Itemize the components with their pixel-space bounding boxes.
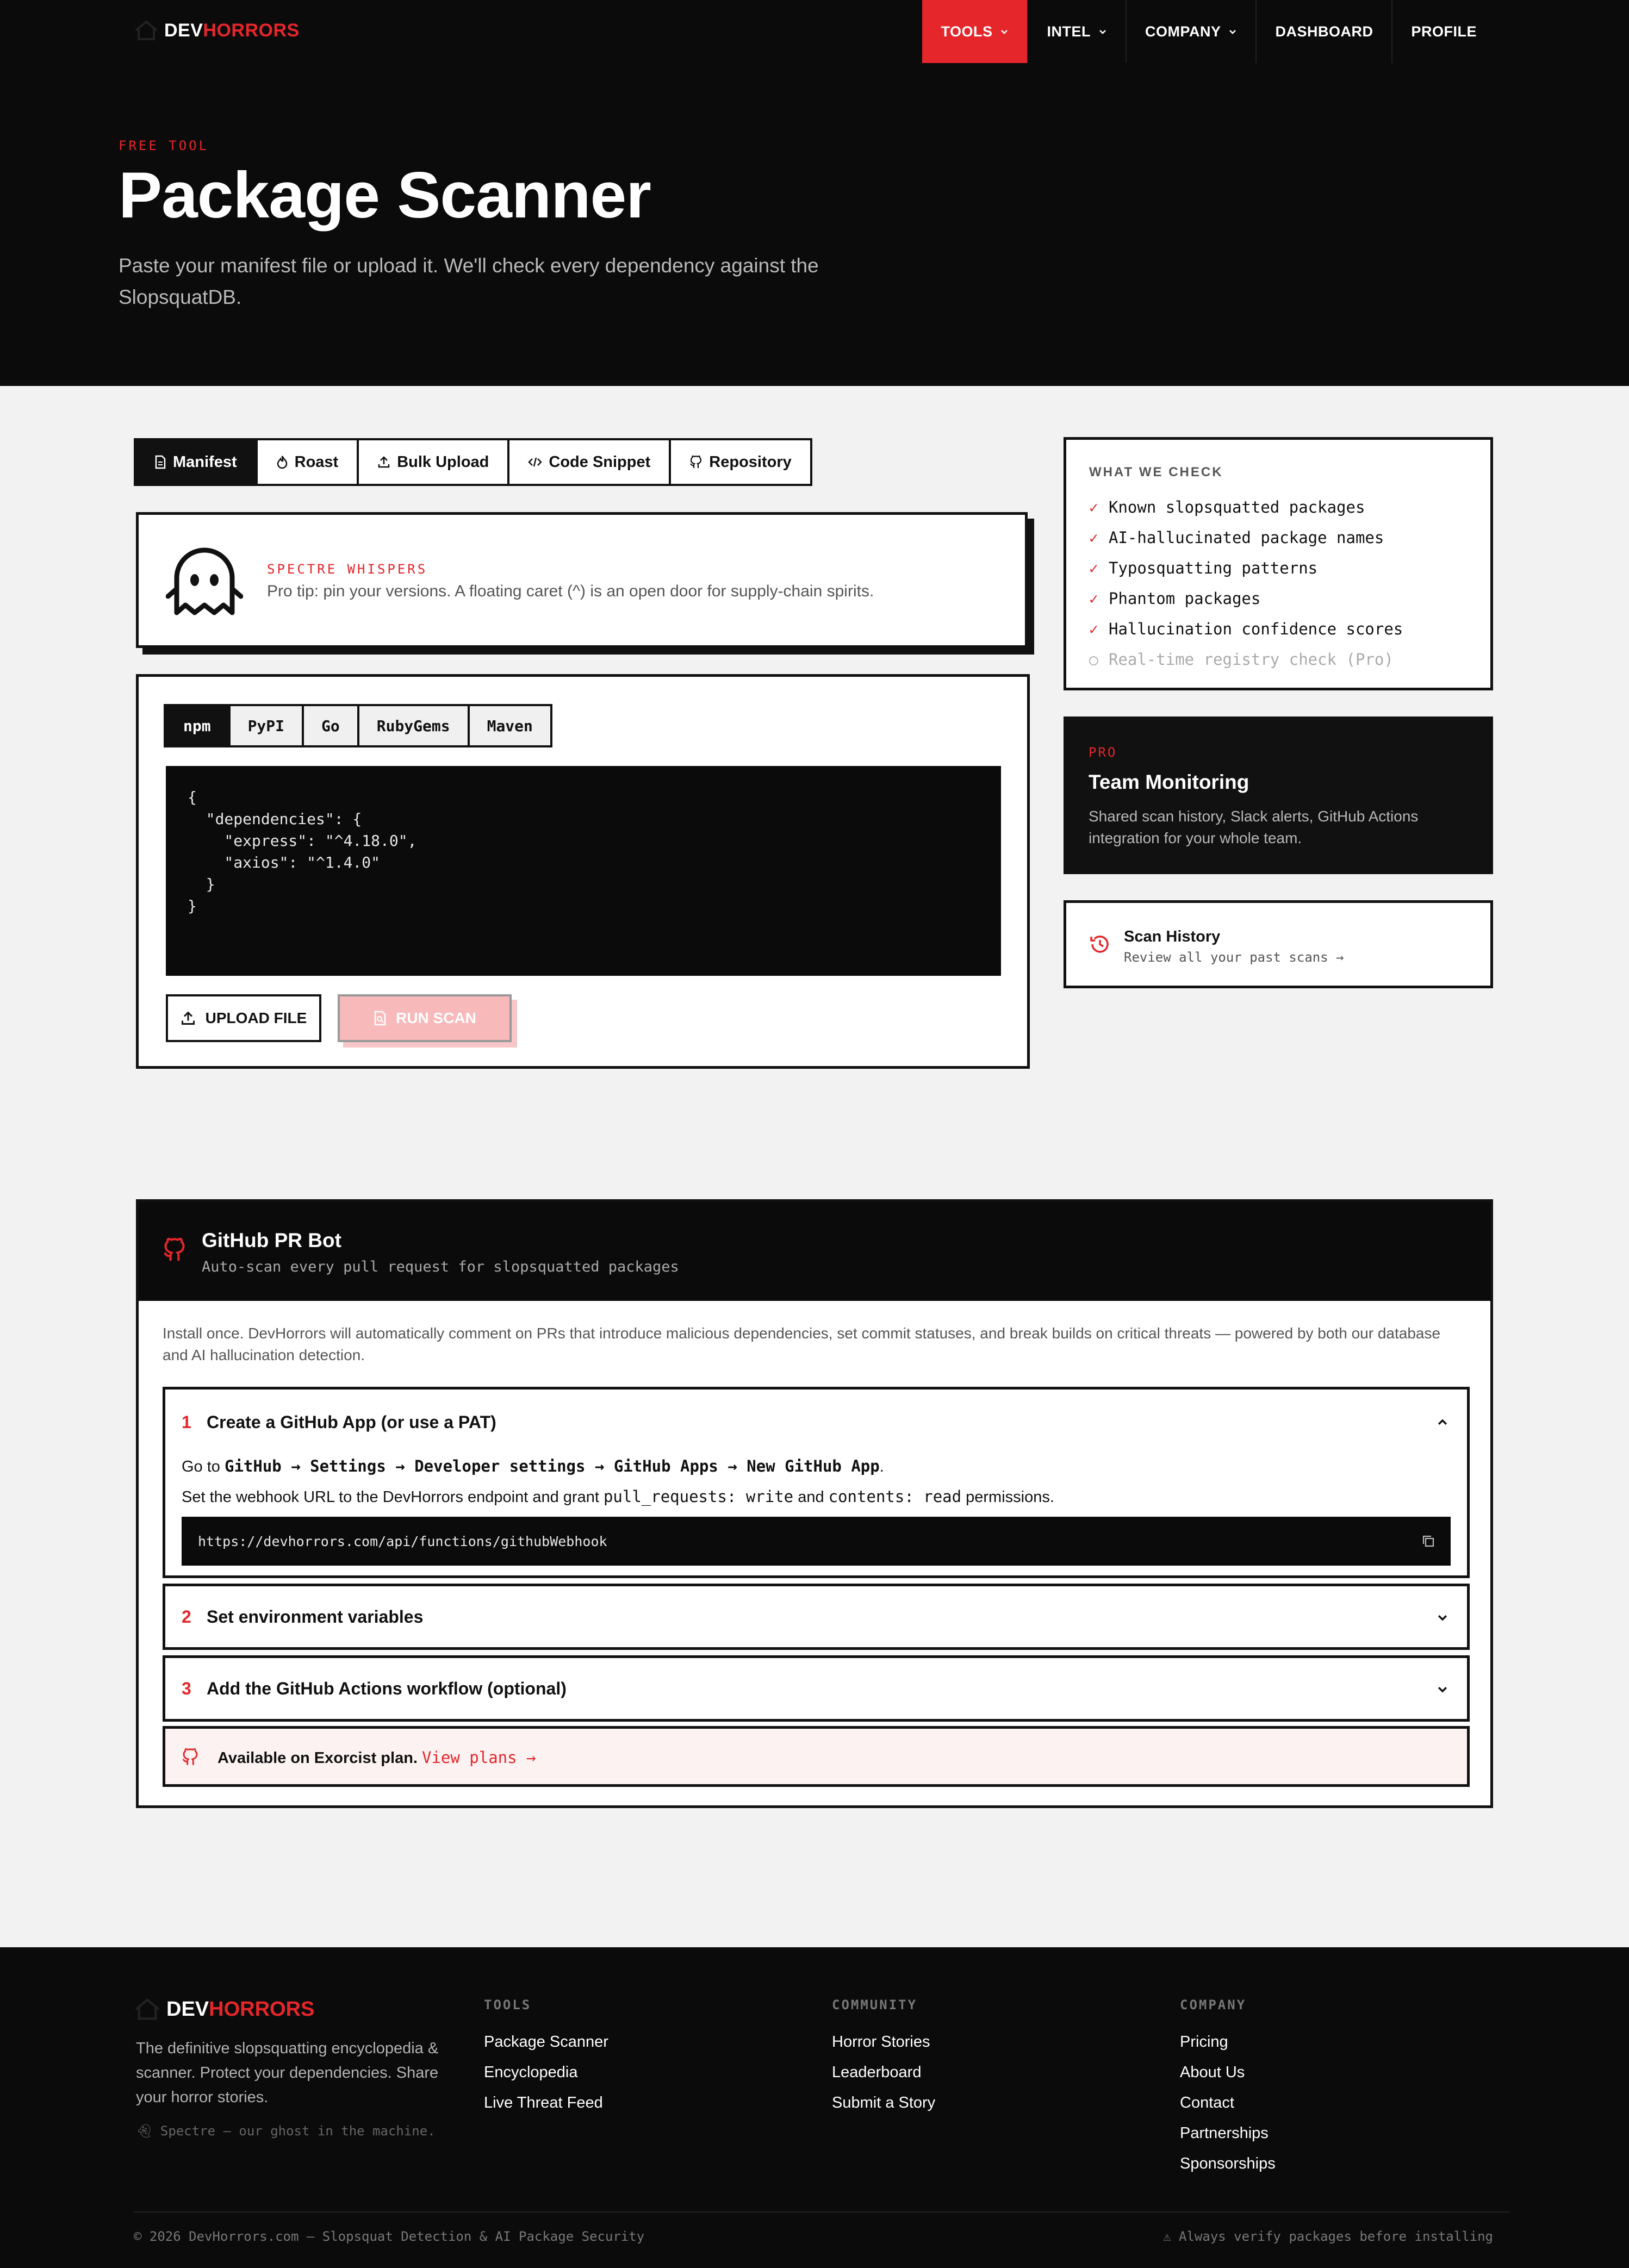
github-icon (182, 1747, 199, 1767)
step-text: Go to (182, 1458, 225, 1475)
step-title: Add the GitHub Actions workflow (optional) (207, 1679, 567, 1698)
step-text: and (793, 1488, 829, 1506)
footer-link[interactable]: Partnerships (1180, 2124, 1269, 2142)
chevron-down-icon (1098, 27, 1107, 36)
nav-dashboard[interactable] (1255, 0, 1391, 63)
step-title[interactable]: Create a GitHub App (or use a PAT) (207, 1412, 496, 1432)
pro-card[interactable] (1064, 716, 1493, 874)
step-number: 2 (182, 1607, 191, 1627)
footer-link[interactable]: Live Threat Feed (484, 2094, 603, 2111)
footer-warning: ⚠ Always verify packages before installing (1163, 2229, 1493, 2244)
availability-text (217, 1748, 536, 1767)
footer-logo[interactable] (134, 1997, 314, 2021)
check-icon: ✓ (1089, 589, 1098, 608)
check-list (1089, 492, 1403, 675)
copy-icon[interactable] (1421, 1534, 1435, 1548)
check-icon: ✓ (1089, 559, 1098, 577)
eco-tab-maven[interactable]: Maven (470, 706, 550, 745)
footer-divider (134, 2211, 1509, 2213)
github-bot-title: GitHub PR Bot (202, 1229, 341, 1251)
tab-label: Roast (294, 453, 339, 471)
upload-icon (377, 456, 390, 469)
chevron-up-icon[interactable] (1437, 1417, 1448, 1429)
chevron-down-icon[interactable] (1437, 1611, 1448, 1623)
footer (0, 1947, 1629, 2268)
footer-link[interactable]: Sponsorships (1180, 2155, 1276, 2172)
spectre-label: SPECTRE WHISPERS (267, 562, 428, 577)
hero (0, 65, 1629, 386)
github-bot-header (139, 1202, 1490, 1301)
nav-profile[interactable] (1391, 0, 1495, 63)
hero-subtitle: Paste your manifest file or upload it. We'll check every dependency against the SlopsquatDB. (119, 254, 819, 308)
footer-spectre (136, 2123, 436, 2139)
scan-history-card[interactable] (1064, 900, 1493, 988)
footer-logo-horrors: HORRORS (209, 1997, 315, 2021)
upload-icon (181, 1011, 196, 1026)
what-we-check-card (1064, 437, 1493, 690)
check-item (1089, 553, 1403, 583)
nav-intel[interactable] (1027, 0, 1126, 63)
footer-col-community (832, 1997, 935, 2118)
check-item (1089, 644, 1403, 675)
logo[interactable] (134, 20, 300, 41)
chevron-down-icon (1228, 27, 1237, 36)
footer-spectre-text: Spectre — our ghost in the machine. (160, 2123, 436, 2139)
top-nav (0, 0, 1629, 65)
step-instruction (182, 1457, 884, 1476)
check-item-label: Real-time registry check (Pro) (1109, 650, 1394, 669)
footer-link[interactable]: Pricing (1180, 2033, 1228, 2051)
house-icon (134, 1997, 161, 2021)
nav-tools-label: TOOLS (941, 23, 993, 40)
nav-intel-label: INTEL (1047, 23, 1091, 40)
nav-dashboard-label: DASHBOARD (1275, 23, 1373, 40)
footer-about: The definitive slopsquatting encyclopedia & scanner. Protect your dependencies. Share your horror stories. (136, 2040, 439, 2106)
availability-label: Available on Exorcist plan. (217, 1749, 418, 1767)
run-scan-button[interactable] (338, 994, 512, 1042)
nav-company[interactable] (1126, 0, 1256, 63)
file-icon (154, 455, 166, 469)
manifest-editor[interactable]: { "dependencies": { "express": "^4.18.0", "axios": "^1.4.0" } } (166, 766, 1001, 976)
github-icon (689, 455, 702, 469)
check-item-label: Typosquatting patterns (1109, 559, 1318, 577)
github-bot-description: Install once. DevHorrors will automatically comment on PRs that introduce malicious dependencies, set commit statuses, and break builds on critical threats — powered by both our database and AI hallucination detection. (163, 1325, 1441, 1363)
ecosystem-tabs (164, 704, 552, 747)
step-1-accordion (163, 1387, 1470, 1578)
tab-repository[interactable] (671, 440, 810, 484)
ghost-icon: 👻︎ (136, 2123, 160, 2139)
tab-roast[interactable] (258, 440, 359, 484)
footer-copyright: © 2026 DevHorrors.com — Slopsquat Detection & AI Package Security (134, 2229, 645, 2244)
check-item (1089, 583, 1403, 614)
footer-col-company (1180, 1997, 1276, 2179)
nav-menu (922, 0, 1495, 65)
check-icon: ✓ (1089, 620, 1098, 638)
step-3-accordion[interactable] (163, 1655, 1470, 1722)
footer-col-title: COMMUNITY (832, 1997, 918, 2012)
eco-tab-npm[interactable]: npm (166, 706, 231, 745)
check-item-label: AI-hallucinated package names (1109, 528, 1384, 547)
permission-code: contents: read (828, 1487, 962, 1506)
availability-banner (163, 1726, 1470, 1787)
check-icon: ✓ (1089, 528, 1098, 547)
scanner-panel (136, 674, 1030, 1069)
tab-bulk-upload[interactable] (359, 440, 509, 484)
eco-tab-pypi[interactable]: PyPI (231, 706, 304, 745)
check-item-label: Phantom packages (1109, 589, 1261, 608)
code-icon (528, 456, 542, 468)
step-text: . (879, 1458, 884, 1475)
spectre-text: Pro tip: pin your versions. A floating caret (^) is an open door for supply-chain spirits. (267, 582, 874, 600)
tab-label: Manifest (173, 453, 237, 471)
mode-tabs (134, 438, 812, 486)
pro-text: Shared scan history, Slack alerts, GitHub Actions integration for your whole team. (1089, 808, 1419, 846)
run-scan-label: RUN SCAN (396, 1010, 476, 1026)
footer-link[interactable]: Encyclopedia (484, 2064, 578, 2081)
webhook-url-box (182, 1517, 1451, 1566)
webhook-url: https://devhorrors.com/api/functions/githubWebhook (198, 1533, 607, 1549)
ghost-icon (166, 543, 243, 617)
step-number: 1 (182, 1412, 191, 1432)
hero-eyebrow: FREE TOOL (119, 138, 209, 153)
step-text: permissions. (961, 1488, 1054, 1506)
nav-company-label: COMPANY (1145, 23, 1221, 40)
step-text: Set the webhook URL to the DevHorrors endpoint and grant (182, 1488, 604, 1506)
step-instruction (182, 1487, 1054, 1506)
step-2-accordion[interactable] (163, 1584, 1470, 1650)
footer-link[interactable]: Submit a Story (832, 2094, 936, 2111)
scan-icon (373, 1011, 387, 1026)
github-icon (163, 1237, 186, 1263)
tab-code-snippet[interactable] (509, 440, 671, 484)
pro-label: PRO (1089, 745, 1117, 760)
tab-label: Code Snippet (549, 453, 651, 471)
footer-link[interactable]: Leaderboard (832, 2064, 922, 2081)
circle-icon: ○ (1089, 650, 1098, 669)
step-title: Set environment variables (207, 1607, 424, 1627)
footer-link[interactable]: About Us (1180, 2064, 1245, 2081)
nav-profile-label: PROFILE (1411, 23, 1477, 40)
footer-link[interactable]: Horror Stories (832, 2033, 930, 2051)
check-title: WHAT WE CHECK (1089, 465, 1223, 479)
check-item-label: Known slopsquatted packages (1109, 498, 1365, 516)
footer-logo-dev: DEV (166, 1997, 209, 2021)
tab-manifest[interactable] (136, 440, 258, 484)
github-pr-bot-section (136, 1199, 1493, 1808)
flame-icon (276, 455, 288, 469)
upload-file-button[interactable] (166, 994, 321, 1042)
tab-label: Bulk Upload (397, 453, 489, 471)
pro-title: Team Monitoring (1089, 771, 1249, 793)
history-subtitle: Review all your past scans → (1124, 950, 1344, 965)
check-item (1089, 492, 1403, 522)
check-item (1089, 522, 1403, 553)
view-plans-link[interactable]: View plans → (421, 1748, 536, 1767)
footer-col-title: COMPANY (1180, 1997, 1247, 2012)
page-title: Package Scanner (119, 159, 651, 232)
footer-link[interactable]: Package Scanner (484, 2033, 608, 2051)
tab-label: Repository (709, 453, 792, 471)
footer-col-tools (484, 1997, 608, 2118)
check-item (1089, 614, 1403, 644)
chevron-down-icon[interactable] (1437, 1683, 1448, 1695)
settings-path: GitHub → Settings → Developer settings → GitHub Apps → New GitHub App (225, 1457, 880, 1475)
check-icon: ✓ (1089, 498, 1098, 516)
logo-dev: DEV (164, 20, 203, 41)
chevron-down-icon (1000, 27, 1009, 36)
history-title: Scan History (1124, 928, 1221, 945)
house-icon (134, 20, 159, 41)
nav-tools[interactable] (922, 0, 1027, 63)
step-number: 3 (182, 1679, 191, 1698)
eco-tab-go[interactable]: Go (304, 706, 359, 745)
permission-code: pull_requests: write (603, 1487, 794, 1506)
footer-col-title: TOOLS (484, 1997, 532, 2012)
upload-file-label: UPLOAD FILE (205, 1010, 307, 1026)
spectre-tip (136, 512, 1028, 648)
github-bot-subtitle: Auto-scan every pull request for slopsquatted packages (202, 1258, 679, 1275)
history-icon (1089, 933, 1111, 955)
logo-horrors: HORRORS (203, 20, 300, 41)
footer-link[interactable]: Contact (1180, 2094, 1234, 2111)
eco-tab-rubygems[interactable]: RubyGems (359, 706, 470, 745)
check-item-label: Hallucination confidence scores (1109, 620, 1403, 638)
